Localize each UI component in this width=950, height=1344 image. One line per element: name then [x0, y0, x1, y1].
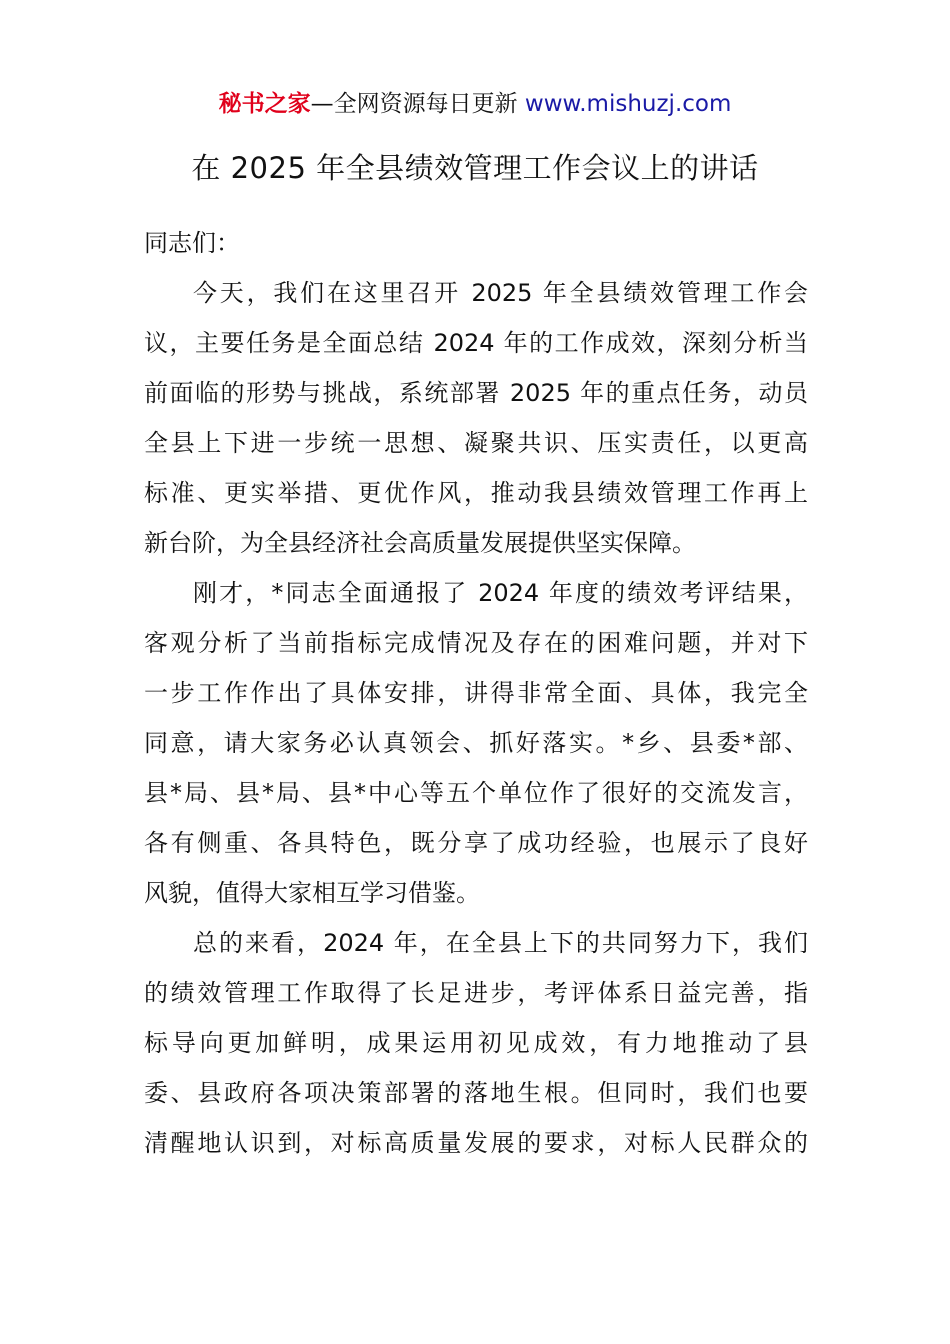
paragraph-1	[144, 268, 808, 568]
paragraph-line: 新台阶，为全县经济社会高质量发展提供坚实保障。	[144, 529, 696, 557]
paragraph-line: 各有侧重、各具特色，既分享了成功经验，也展示了良好	[144, 829, 808, 857]
paragraph-line: 全县上下进一步统一思想、凝聚共识、压实责任，以更高	[144, 429, 808, 457]
site-tagline: —全网资源每日更新	[310, 91, 525, 117]
paragraph-line: 前面临的形势与挑战，系统部署 2025 年的重点任务，动员	[144, 379, 808, 407]
paragraph-3	[144, 918, 808, 1168]
paragraph-line: 今天，我们在这里召开 2025 年全县绩效管理工作会	[193, 279, 808, 307]
paragraph-line: 刚才，*同志全面通报了 2024 年度的绩效考评结果，	[193, 579, 808, 607]
paragraph-line: 的绩效管理工作取得了长足进步，考评体系日益完善，指	[144, 979, 808, 1007]
paragraph-line: 总的来看，2024 年，在全县上下的共同努力下，我们	[193, 929, 808, 957]
paragraph-line: 一步工作作出了具体安排，讲得非常全面、具体，我完全	[144, 679, 808, 707]
site-header	[0, 88, 950, 120]
paragraph-2	[144, 568, 808, 918]
paragraph-line: 县*局、县*局、县*中心等五个单位作了很好的交流发言，	[144, 779, 808, 807]
paragraph-line: 清醒地认识到，对标高质量发展的要求，对标人民群众的	[144, 1129, 808, 1157]
paragraph-line: 议，主要任务是全面总结 2024 年的工作成效，深刻分析当	[144, 329, 808, 357]
document-title: 在 2025 年全县绩效管理工作会议上的讲话	[191, 151, 759, 185]
salutation: 同志们：	[144, 229, 240, 257]
paragraph-line: 风貌，值得大家相互学习借鉴。	[144, 879, 480, 907]
document-body	[144, 218, 808, 1168]
paragraph-line: 标导向更加鲜明，成果运用初见成效，有力地推动了县	[144, 1029, 808, 1057]
site-brand: 秘书之家	[218, 91, 311, 117]
paragraph-line: 客观分析了当前指标完成情况及存在的困难问题，并对下	[144, 629, 808, 657]
paragraph-line: 标准、更实举措、更优作风，推动我县绩效管理工作再上	[144, 479, 808, 507]
paragraph-line: 委、县政府各项决策部署的落地生根。但同时，我们也要	[144, 1079, 808, 1107]
site-url-link[interactable]: www.mishuzj.com	[524, 91, 732, 117]
paragraph-line: 同意，请大家务必认真领会、抓好落实。*乡、县委*部、	[144, 729, 808, 757]
